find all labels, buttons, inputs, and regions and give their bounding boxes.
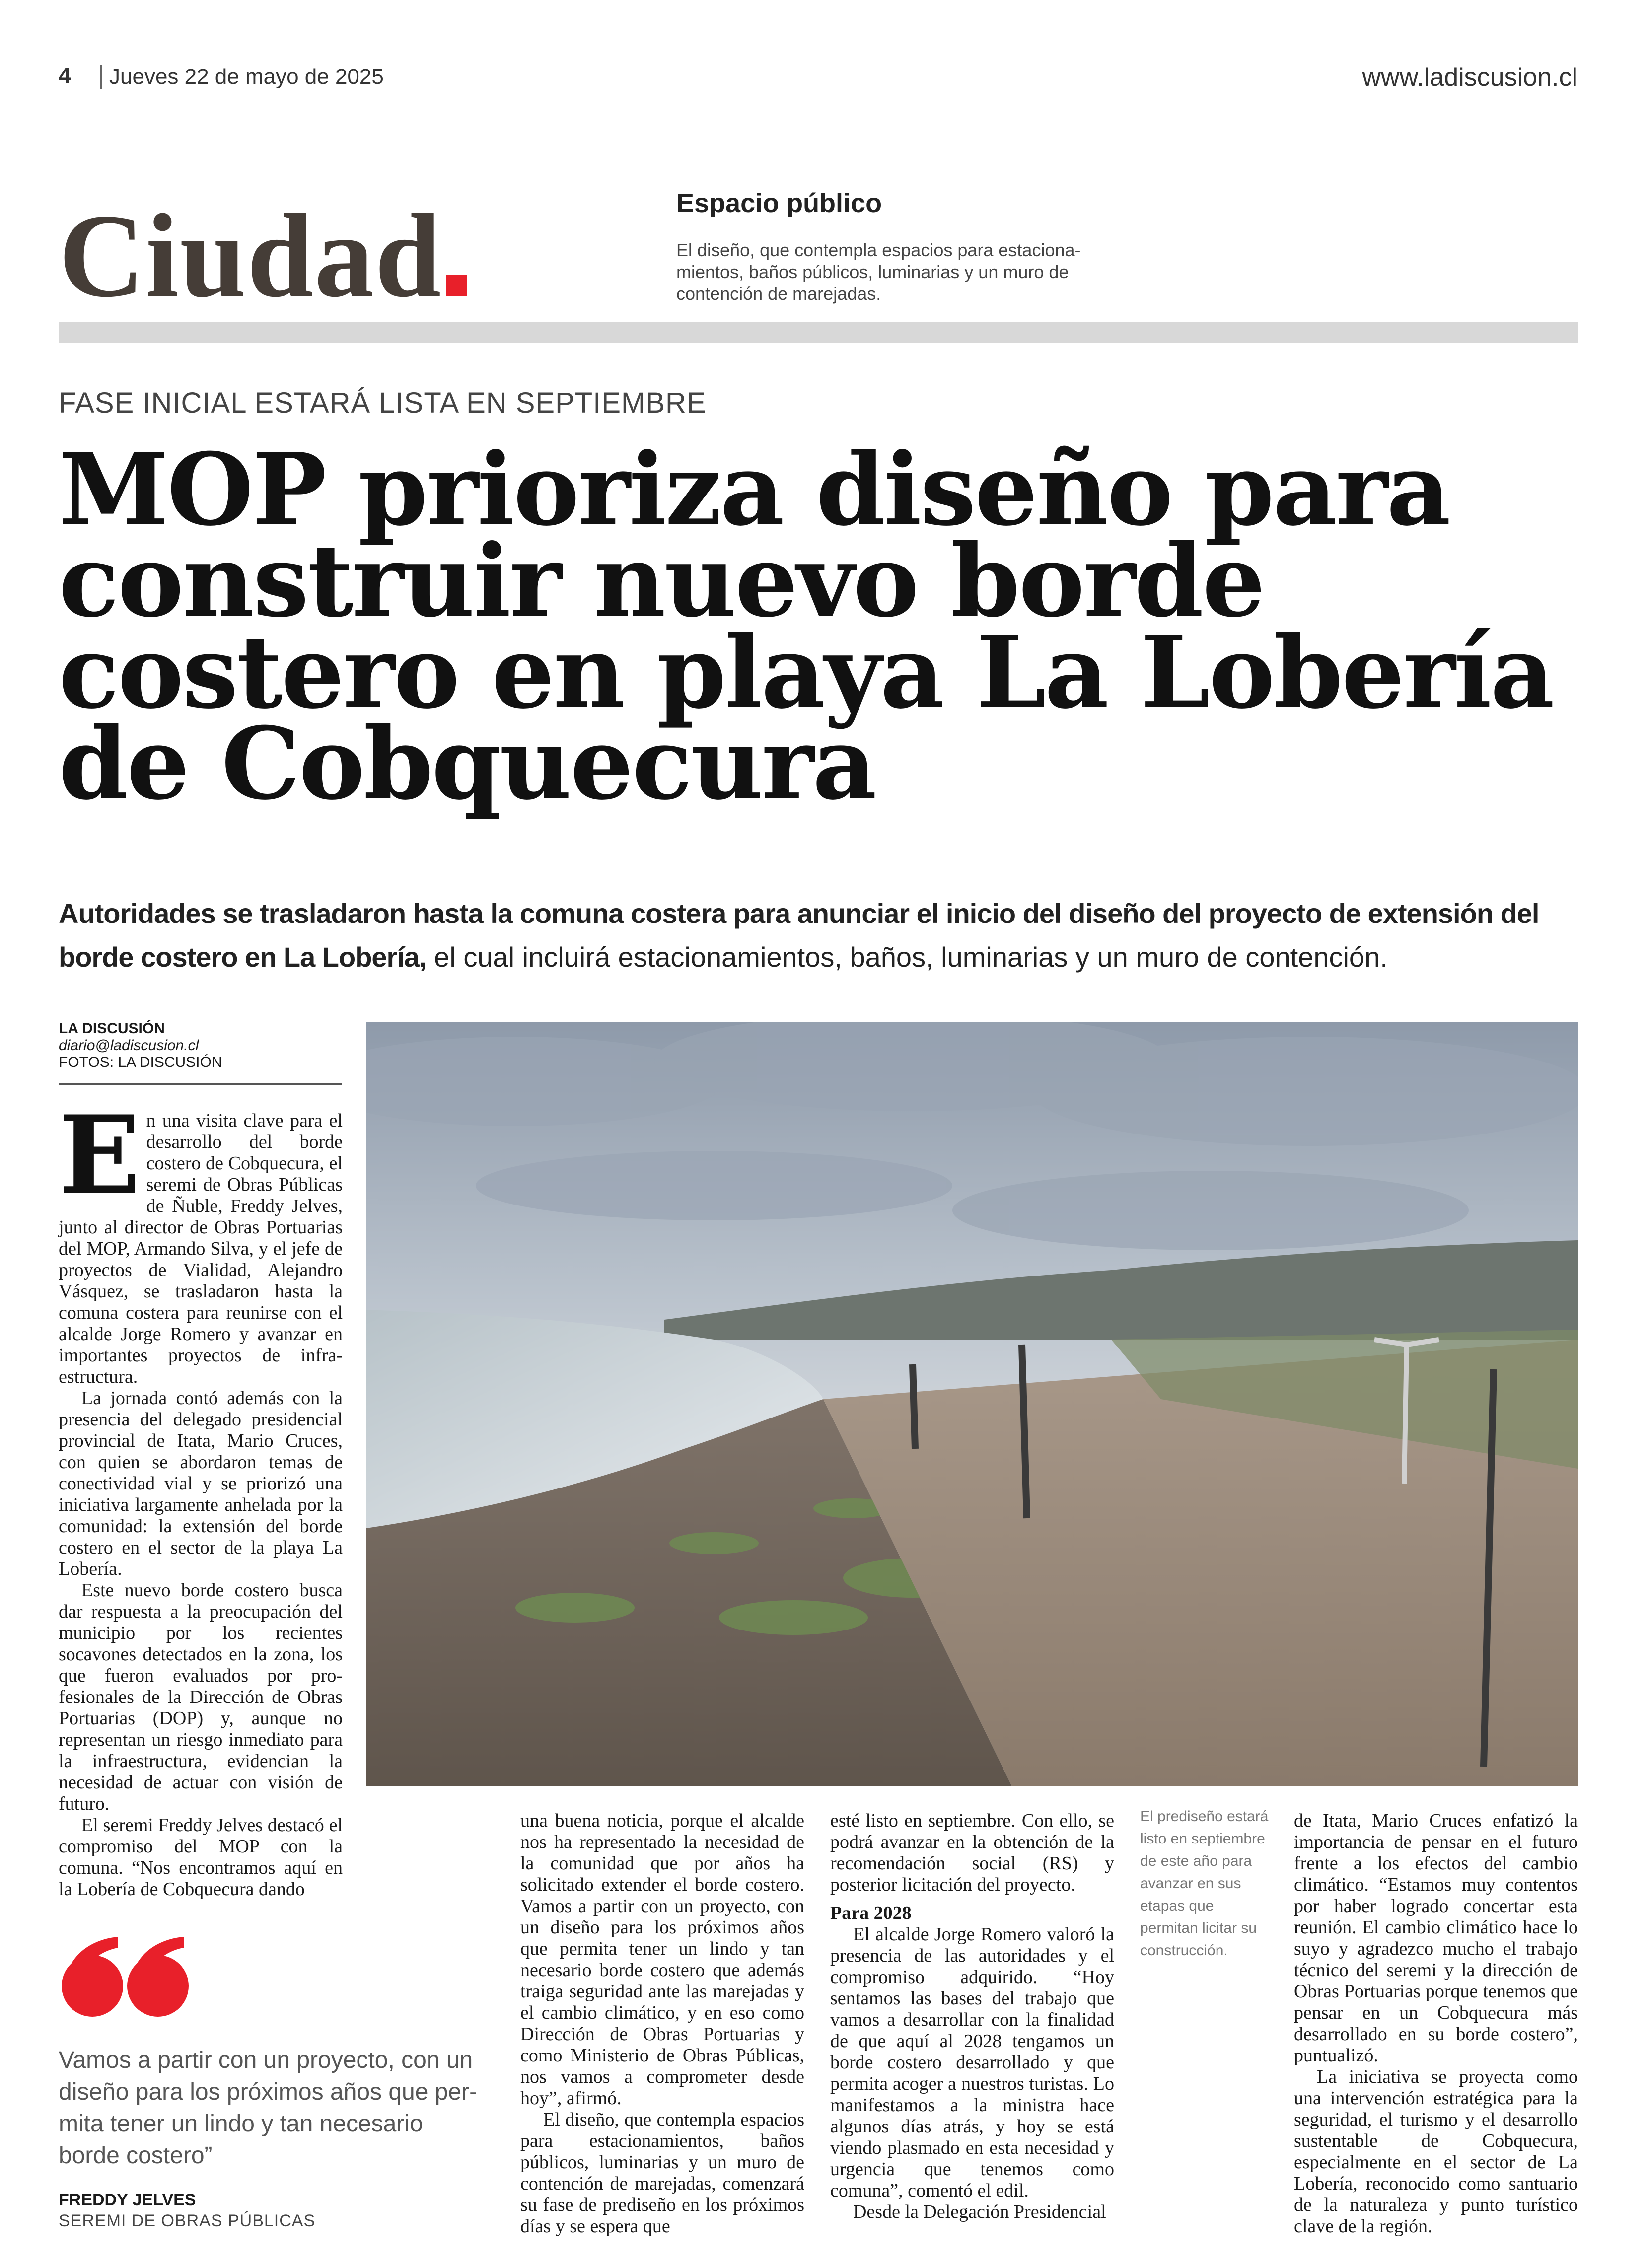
article-column-3 xyxy=(830,1810,1114,2223)
page-number: 4 xyxy=(59,64,71,88)
paragraph: El alcalde Jorge Romero valoró la presencia de las autoridades y el compromiso adquirido. “Hoy sentamos las bases del trabajo que vamos a desarrollar con la finalidad de que aquí al 2028 tengamos un borde costero desarrollado y que permita acoger a nuestros turistas. Lo manifestamos a la ministra hace algunos días atrás, y hoy se está viendo plasmado en esta necesidad y urgencia que tenemos como comuna”, comentó el edil. xyxy=(830,1924,1114,2201)
article-deck xyxy=(59,892,1578,979)
issue-date: Jueves 22 de mayo de 2025 xyxy=(109,65,384,89)
article-column-1 xyxy=(59,1092,343,1900)
article-photo xyxy=(366,1022,1578,1786)
section-name: Ciudad xyxy=(59,190,442,322)
section-kicker: Espacio público xyxy=(676,188,882,218)
quote-marks-icon xyxy=(59,1934,193,2021)
pull-quote-role: SEREMI DE OBRAS PÚBLICAS xyxy=(59,2211,316,2230)
article-column-2 xyxy=(520,1810,804,2237)
article-column-4 xyxy=(1294,1810,1578,2237)
website-link[interactable]: www.ladiscusion.cl xyxy=(1362,63,1577,92)
paragraph: El seremi Freddy Jelves destacó el compromiso del MOP con la comuna. “Nos encontramos aquí en la Lobería de Cobquecura dando xyxy=(59,1815,343,1900)
byline-email[interactable]: diario@ladiscusion.cl xyxy=(59,1037,199,1054)
pull-quote-name: FREDDY JELVES xyxy=(59,2191,196,2209)
article-overline: FASE INICIAL ESTARÁ LISTA EN SEPTIEMBRE xyxy=(59,387,707,419)
byline-divider xyxy=(59,1083,342,1085)
section-title xyxy=(59,190,467,322)
paragraph: La jornada contó además con la presencia del delegado presidencial provincial de Itata, Mario Cruces, con quien se abordaron temas de conectividad vial y se priorizó una iniciativa largamente anhelada por la comunidad: la extensión del borde costero en el sector de la playa La Lobería. xyxy=(59,1388,343,1579)
paragraph: Desde la Delegación Presidencial xyxy=(853,2201,1106,2222)
section-divider-bar xyxy=(59,322,1578,343)
deck-bold: Autoridades se trasladaron hasta la comuna costera para anunciar el inicio del diseño del proyecto de extensión del borde costero en La Lobería, xyxy=(59,898,1539,973)
paragraph: de Itata, Mario Cruces enfatizó la importancia de pensar en el futuro frente a los efectos del cambio climático. “Estamos muy contentos por haber logrado concertar esta reunión. El cambio climático hace lo suyo y agradezco mucho el trabajo técnico del seremi y la dirección de Obras Portuarias porque tenemos que pensar en un Cobquecura más desarrollado en su borde costero”, puntualizó. xyxy=(1294,1810,1578,2066)
section-kicker-description: El diseño, que contempla espacios para estacionamientos, baños públicos, luminarias y un muro de contención de marejadas. xyxy=(676,240,1081,304)
section-red-square-icon xyxy=(446,275,467,296)
photo-caption: El prediseño estará listo en septiembre de este año para avanzar en sus etapas que permitan licitar su construcción. xyxy=(1140,1808,1269,1959)
drop-cap: E xyxy=(59,1092,141,1218)
byline-name: LA DISCUSIÓN xyxy=(59,1020,165,1037)
header-divider xyxy=(100,65,102,89)
deck-rest: el cual incluirá estacionamientos, baños, luminarias y un muro de contención. xyxy=(426,941,1388,973)
byline-photo-credit: FOTOS: LA DISCUSIÓN xyxy=(59,1054,222,1070)
pull-quote-text: Vamos a partir con un proyecto, con un diseño para los próximos años que permita tener un lindo y tan necesario borde costero” xyxy=(59,2047,478,2169)
paragraph: La iniciativa se proyecta como una intervención estratégica para la seguridad, el turismo y el desarrollo sustentable de Cobquecura, especialmente en el sector de La Lobería, reconocido como santuario de la naturaleza y punto turístico clave de la región. xyxy=(1294,2066,1578,2237)
article-headline: MOP prioriza diseño para construir nuevo borde costero en playa La Lobería de Cobquecura xyxy=(59,431,1553,822)
paragraph: n una visita clave para el desarrollo del borde costero de Cobquecura, el seremi de Obras Públicas de Ñuble, Freddy Jelves, junto al director de Obras Portuarias del MOP, Armando Silva, y el jefe de proyectos de Vialidad, Alejandro Vásquez, se trasladaron hasta la comuna costera para reunirse con el alcalde Jorge Romero y avanzar en importantes proyectos de infraestructura. xyxy=(59,1110,343,1387)
paragraph: Este nuevo borde costero busca dar respuesta a la preocupación del municipio por los recientes socavones detectados en la zona, los que fueron evaluados por profesionales de la Dirección de Obras Portuarias (DOP) y, aunque no representan un riesgo inmediato para la infraestructura, evidencian la necesidad de actuar con visión de futuro. xyxy=(59,1580,343,1814)
paragraph: esté listo en septiembre. Con ello, se podrá avanzar en la obtención de la recomendación social (RS) y posterior licitación del proyecto. xyxy=(830,1810,1114,1895)
paragraph: una buena noticia, porque el alcalde nos ha representado la necesidad de la comunidad que por años ha solicitado extender el borde costero. Vamos a partir con un proyecto, con un diseño para los próximos años que permita tener un lindo y tan necesario borde costero que además traiga seguridad ante las marejadas y el cambio climático, y en eso como Dirección de Obras Portuarias y como Ministerio de Obras Públicas, nos vamos a comprometer desde hoy”, afirmó. xyxy=(520,1810,804,2109)
coastline-photo-illustration xyxy=(366,1022,1578,1786)
subheading: Para 2028 xyxy=(830,1903,912,1923)
paragraph: El diseño, que contempla espacios para estacionamientos, baños públicos, luminarias y un muro de contención de marejadas, comenzará su fase de prediseño en los próximos días y se espera que xyxy=(520,2109,804,2237)
